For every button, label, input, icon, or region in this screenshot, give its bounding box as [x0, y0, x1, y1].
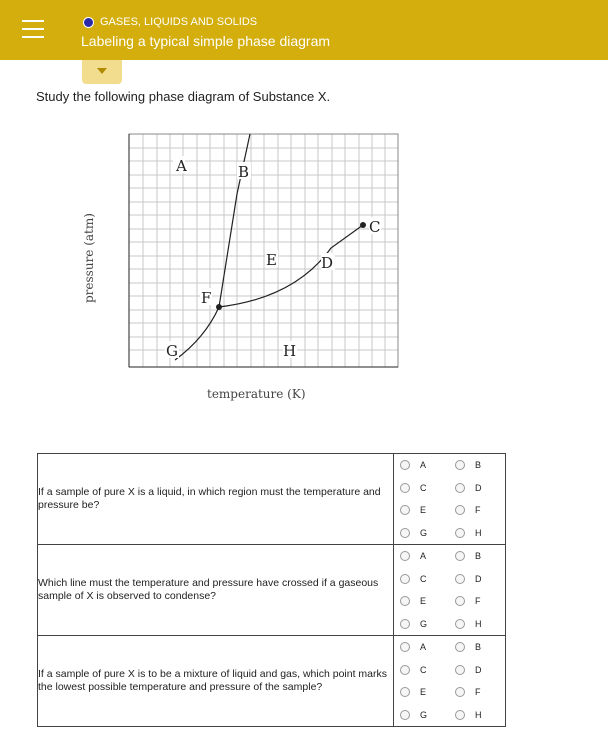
option-f[interactable]: F [449, 590, 504, 613]
radio-icon[interactable] [455, 710, 465, 720]
radio-icon[interactable] [400, 460, 410, 470]
radio-icon[interactable] [400, 574, 410, 584]
question-text: Which line must the temperature and pressure have crossed if a gaseous sample of X is observed to condense? [38, 545, 394, 636]
option-g[interactable]: G [394, 704, 449, 727]
radio-icon[interactable] [455, 460, 465, 470]
option-a[interactable]: A [394, 636, 449, 659]
radio-icon[interactable] [400, 665, 410, 675]
label-h: H [283, 342, 297, 360]
option-g[interactable]: G [394, 613, 449, 636]
option-h[interactable]: H [449, 522, 504, 545]
x-axis-label: temperature (K) [207, 387, 306, 401]
option-b[interactable]: B [449, 545, 504, 568]
radio-icon[interactable] [400, 505, 410, 515]
option-b[interactable]: B [449, 636, 504, 659]
option-e[interactable]: E [394, 681, 449, 704]
label-c: C [369, 218, 381, 236]
grid [129, 134, 398, 367]
radio-icon[interactable] [400, 596, 410, 606]
radio-icon[interactable] [400, 642, 410, 652]
radio-icon[interactable] [400, 687, 410, 697]
radio-icon[interactable] [400, 528, 410, 538]
answer-options [394, 545, 506, 636]
answer-options [394, 636, 506, 727]
radio-icon[interactable] [455, 642, 465, 652]
option-d[interactable]: D [449, 477, 504, 500]
label-e: E [266, 251, 277, 269]
option-d[interactable]: D [449, 568, 504, 591]
radio-icon[interactable] [455, 574, 465, 584]
option-b[interactable]: B [449, 454, 504, 477]
label-d: D [321, 254, 334, 272]
radio-icon[interactable] [400, 551, 410, 561]
answer-options [394, 454, 506, 545]
question-row [38, 636, 506, 727]
option-e[interactable]: E [394, 590, 449, 613]
question-text: If a sample of pure X is to be a mixture of liquid and gas, which point marks the lowest possible temperature and pressure of the sample? [38, 636, 394, 727]
radio-icon[interactable] [400, 483, 410, 493]
label-f: F [201, 289, 212, 307]
option-d[interactable]: D [449, 659, 504, 682]
option-f[interactable]: F [449, 499, 504, 522]
critical-point [360, 222, 366, 228]
page-title: Labeling a typical simple phase diagram [81, 33, 331, 49]
label-g: G [166, 342, 178, 360]
radio-icon[interactable] [455, 687, 465, 697]
option-g[interactable]: G [394, 522, 449, 545]
menu-icon[interactable] [22, 20, 44, 40]
radio-icon[interactable] [455, 528, 465, 538]
radio-icon[interactable] [455, 619, 465, 629]
phase-diagram [75, 128, 405, 408]
header-bar [0, 0, 608, 60]
radio-icon[interactable] [455, 596, 465, 606]
option-h[interactable]: H [449, 704, 504, 727]
radio-icon[interactable] [455, 665, 465, 675]
topic-dot-icon [83, 17, 94, 28]
label-a: A [176, 157, 187, 175]
option-e[interactable]: E [394, 499, 449, 522]
y-axis-label: pressure (atm) [82, 213, 96, 303]
question-table [37, 453, 506, 727]
topic-row [83, 16, 257, 28]
question-text: If a sample of pure X is a liquid, in which region must the temperature and pressure be? [38, 454, 394, 545]
label-b: B [238, 163, 250, 181]
question-row [38, 545, 506, 636]
option-c[interactable]: C [394, 477, 449, 500]
option-f[interactable]: F [449, 681, 504, 704]
collapse-toggle[interactable] [82, 60, 122, 84]
option-a[interactable]: A [394, 454, 449, 477]
option-h[interactable]: H [449, 613, 504, 636]
radio-icon[interactable] [400, 710, 410, 720]
radio-icon[interactable] [455, 551, 465, 561]
option-c[interactable]: C [394, 568, 449, 591]
radio-icon[interactable] [400, 619, 410, 629]
radio-icon[interactable] [455, 483, 465, 493]
chevron-down-icon [97, 68, 107, 74]
triple-point [216, 304, 222, 310]
question-row [38, 454, 506, 545]
radio-icon[interactable] [455, 505, 465, 515]
intro-text: Study the following phase diagram of Substance X. [36, 89, 331, 104]
option-a[interactable]: A [394, 545, 449, 568]
topic-label: GASES, LIQUIDS AND SOLIDS [100, 16, 258, 28]
option-c[interactable]: C [394, 659, 449, 682]
